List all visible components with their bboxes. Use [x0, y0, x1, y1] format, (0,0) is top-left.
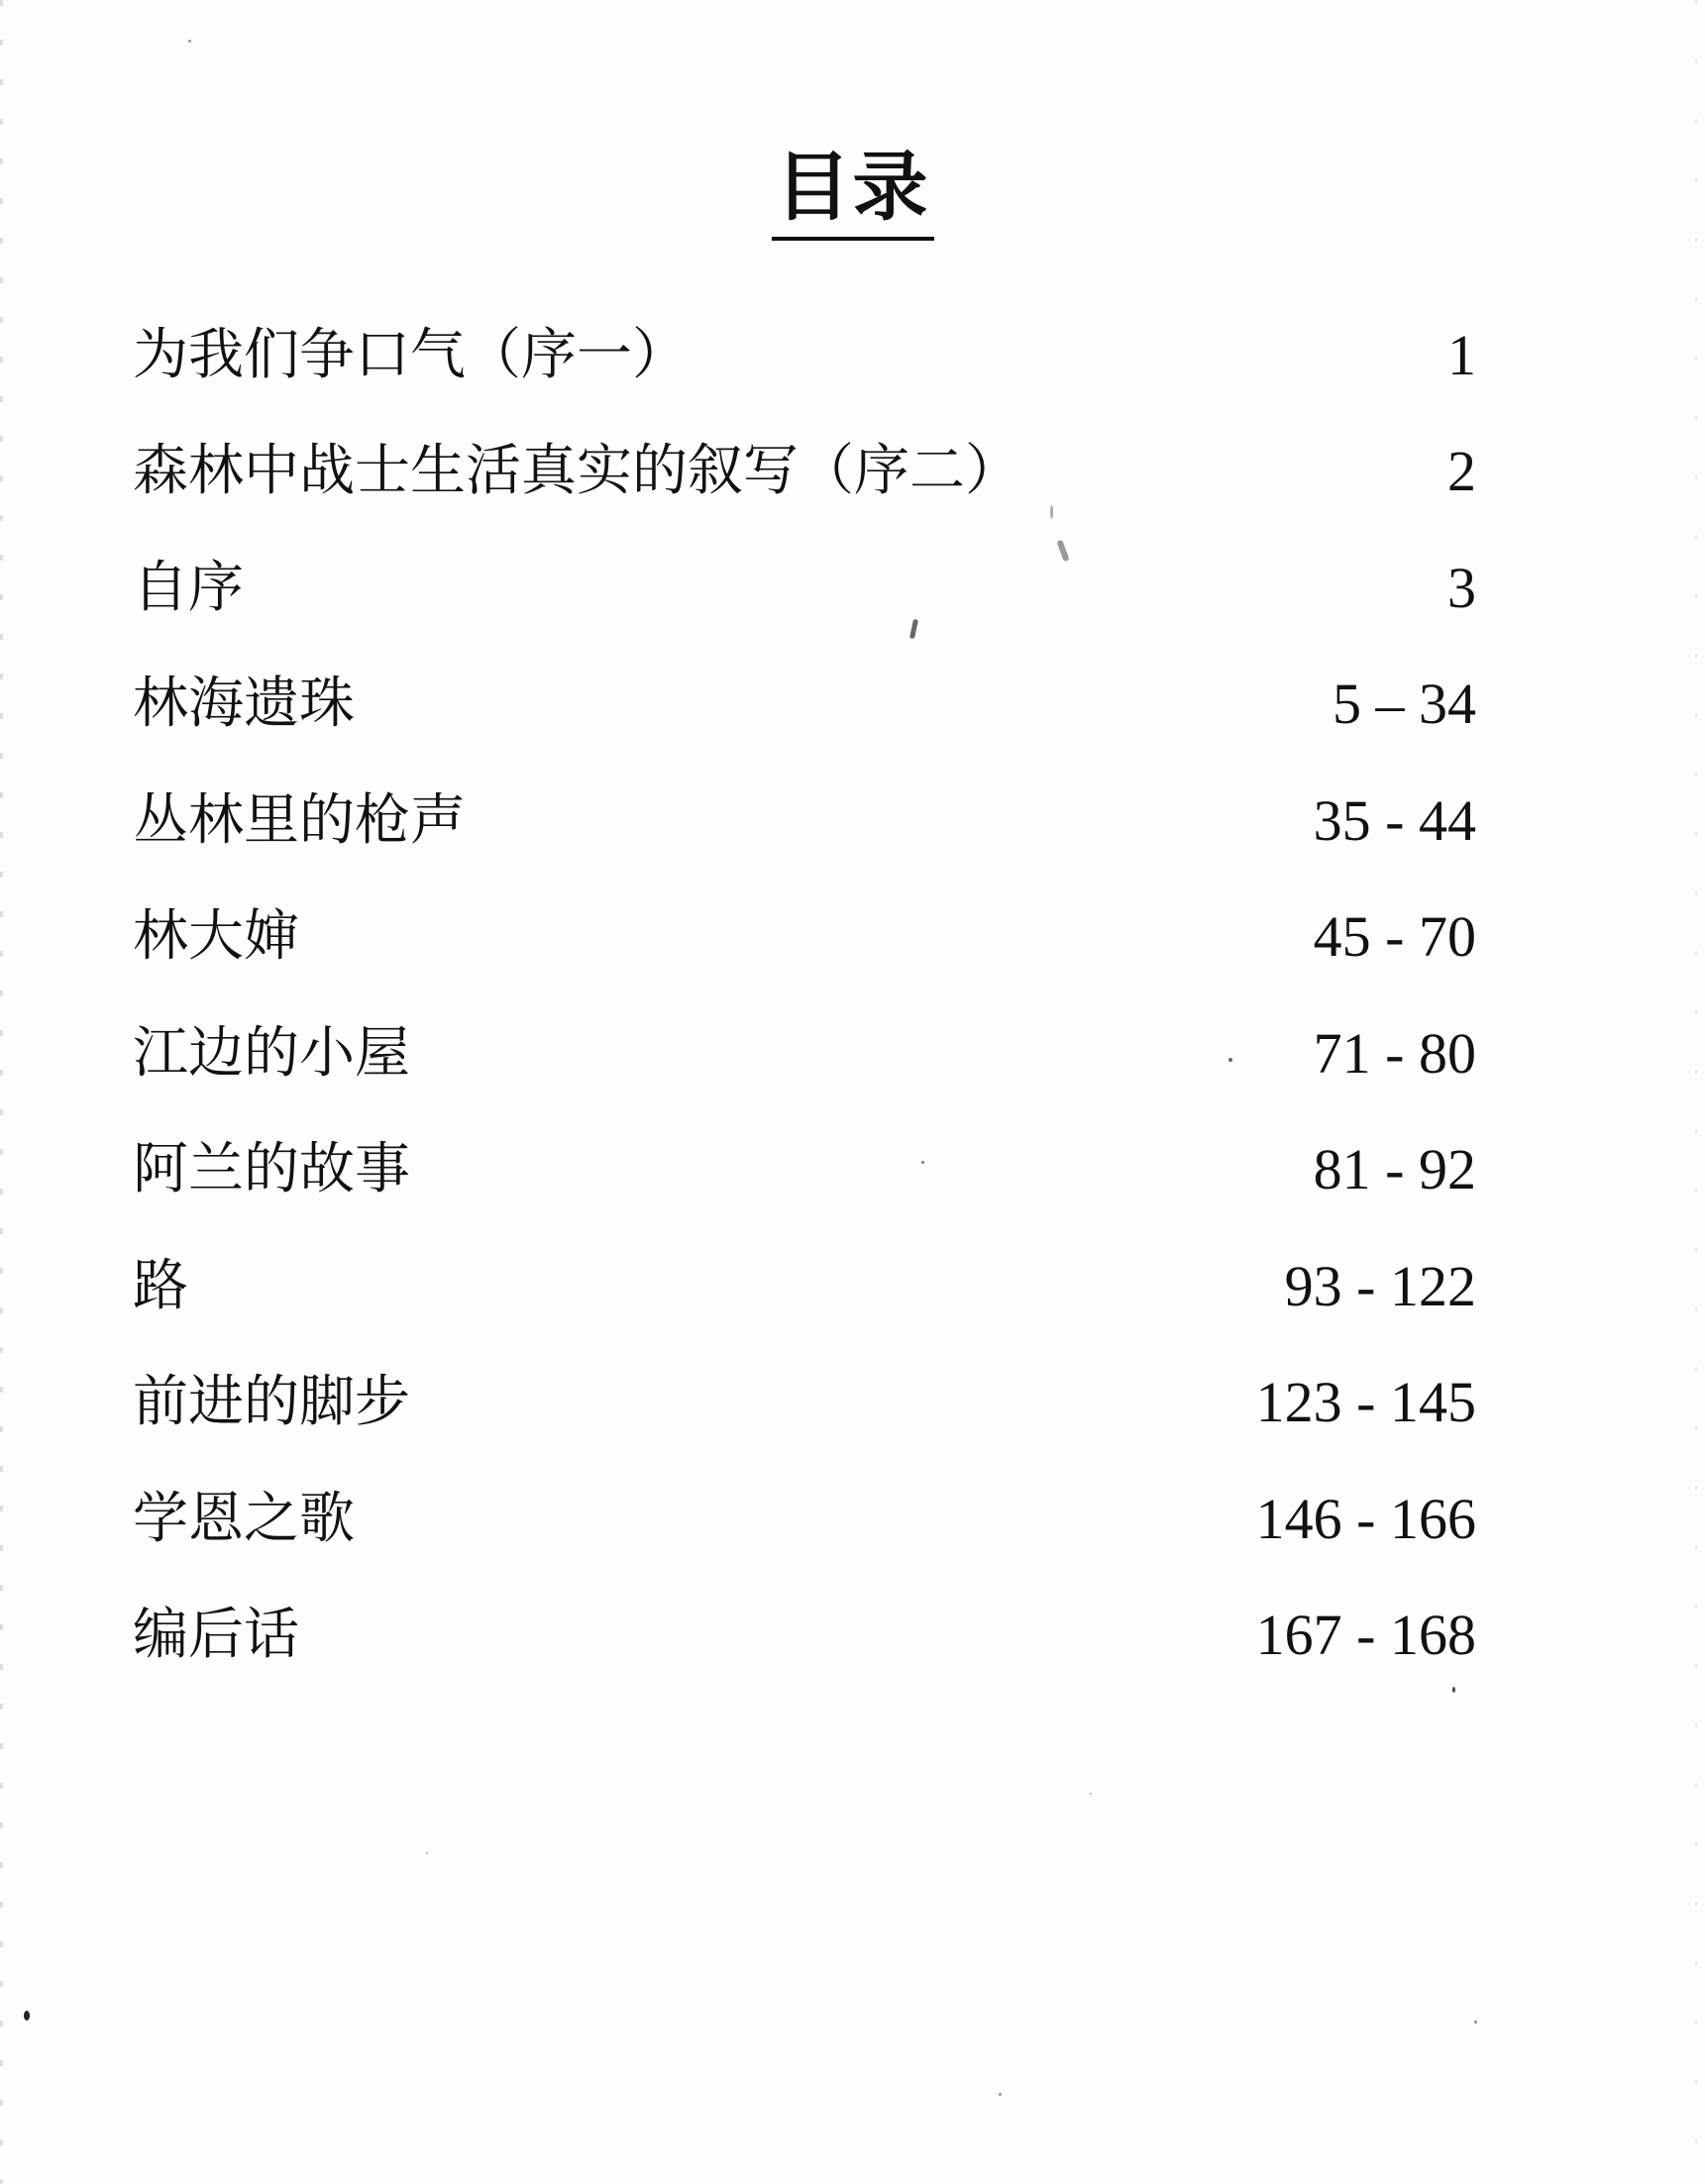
- scan-speck: [1474, 2021, 1477, 2024]
- toc-entry: [133, 1228, 1476, 1345]
- toc-entry-title: 为我们争口气（序一）: [133, 322, 688, 387]
- scan-edge-right: [1695, 0, 1697, 2184]
- toc-entry-pages: 5 – 34: [1332, 672, 1476, 737]
- toc-entry-title: 编后话: [133, 1603, 299, 1668]
- toc-entry: [133, 530, 1476, 647]
- toc-entry-title: 前进的脚步: [133, 1370, 410, 1435]
- toc-entry: [133, 414, 1476, 531]
- scan-speck: [921, 1161, 924, 1164]
- toc-entry: [133, 880, 1476, 996]
- toc-entry-pages: 45 - 70: [1313, 904, 1476, 970]
- toc-entry-pages: 2: [1447, 439, 1476, 504]
- toc-entry-pages: 93 - 122: [1284, 1253, 1476, 1318]
- scan-speck: [1050, 505, 1053, 519]
- toc-entry-title: 自序: [133, 555, 244, 620]
- toc-entry-pages: 3: [1447, 555, 1476, 620]
- scan-speck: [999, 2093, 1002, 2096]
- toc-entry-title: 学恩之歌: [133, 1486, 355, 1551]
- toc-entry-title: 林大婶: [133, 904, 299, 970]
- scan-speck: [1090, 1793, 1092, 1795]
- toc-entry-pages: 1: [1447, 322, 1476, 387]
- scan-edge-left: [0, 0, 3, 2184]
- scan-speck: [188, 40, 191, 43]
- page-title: [0, 142, 1705, 231]
- toc-entry: [133, 763, 1476, 880]
- toc-entry: [133, 1461, 1476, 1578]
- table-of-contents: [133, 297, 1476, 1694]
- toc-entry-pages: 81 - 92: [1313, 1137, 1476, 1202]
- scan-speck: [1452, 1687, 1455, 1693]
- toc-entry: [133, 1578, 1476, 1695]
- toc-entry-pages: 146 - 166: [1255, 1486, 1476, 1551]
- toc-entry: [133, 995, 1476, 1112]
- toc-entry-title: 森林中战士生活真实的叙写（序二）: [133, 439, 1020, 504]
- toc-entry-pages: 167 - 168: [1255, 1603, 1476, 1668]
- toc-entry: [133, 1345, 1476, 1462]
- toc-entry-title: 路: [133, 1253, 188, 1318]
- toc-entry-title: 阿兰的故事: [133, 1137, 410, 1202]
- toc-entry-title: 丛林里的枪声: [133, 787, 466, 853]
- toc-entry-pages: 71 - 80: [1313, 1020, 1476, 1086]
- scan-speck: [24, 2011, 30, 2021]
- toc-entry-title: 林海遗珠: [133, 672, 355, 737]
- toc-entry-pages: 123 - 145: [1255, 1370, 1476, 1435]
- toc-entry: [133, 1112, 1476, 1229]
- toc-entry: [133, 647, 1476, 764]
- toc-entry-pages: 35 - 44: [1313, 787, 1476, 853]
- toc-entry: [133, 297, 1476, 414]
- toc-entry-title: 江边的小屋: [133, 1020, 410, 1086]
- scan-speck: [426, 1852, 428, 1854]
- scan-speck: [1228, 1058, 1232, 1062]
- page-title-text: 目录: [772, 143, 934, 241]
